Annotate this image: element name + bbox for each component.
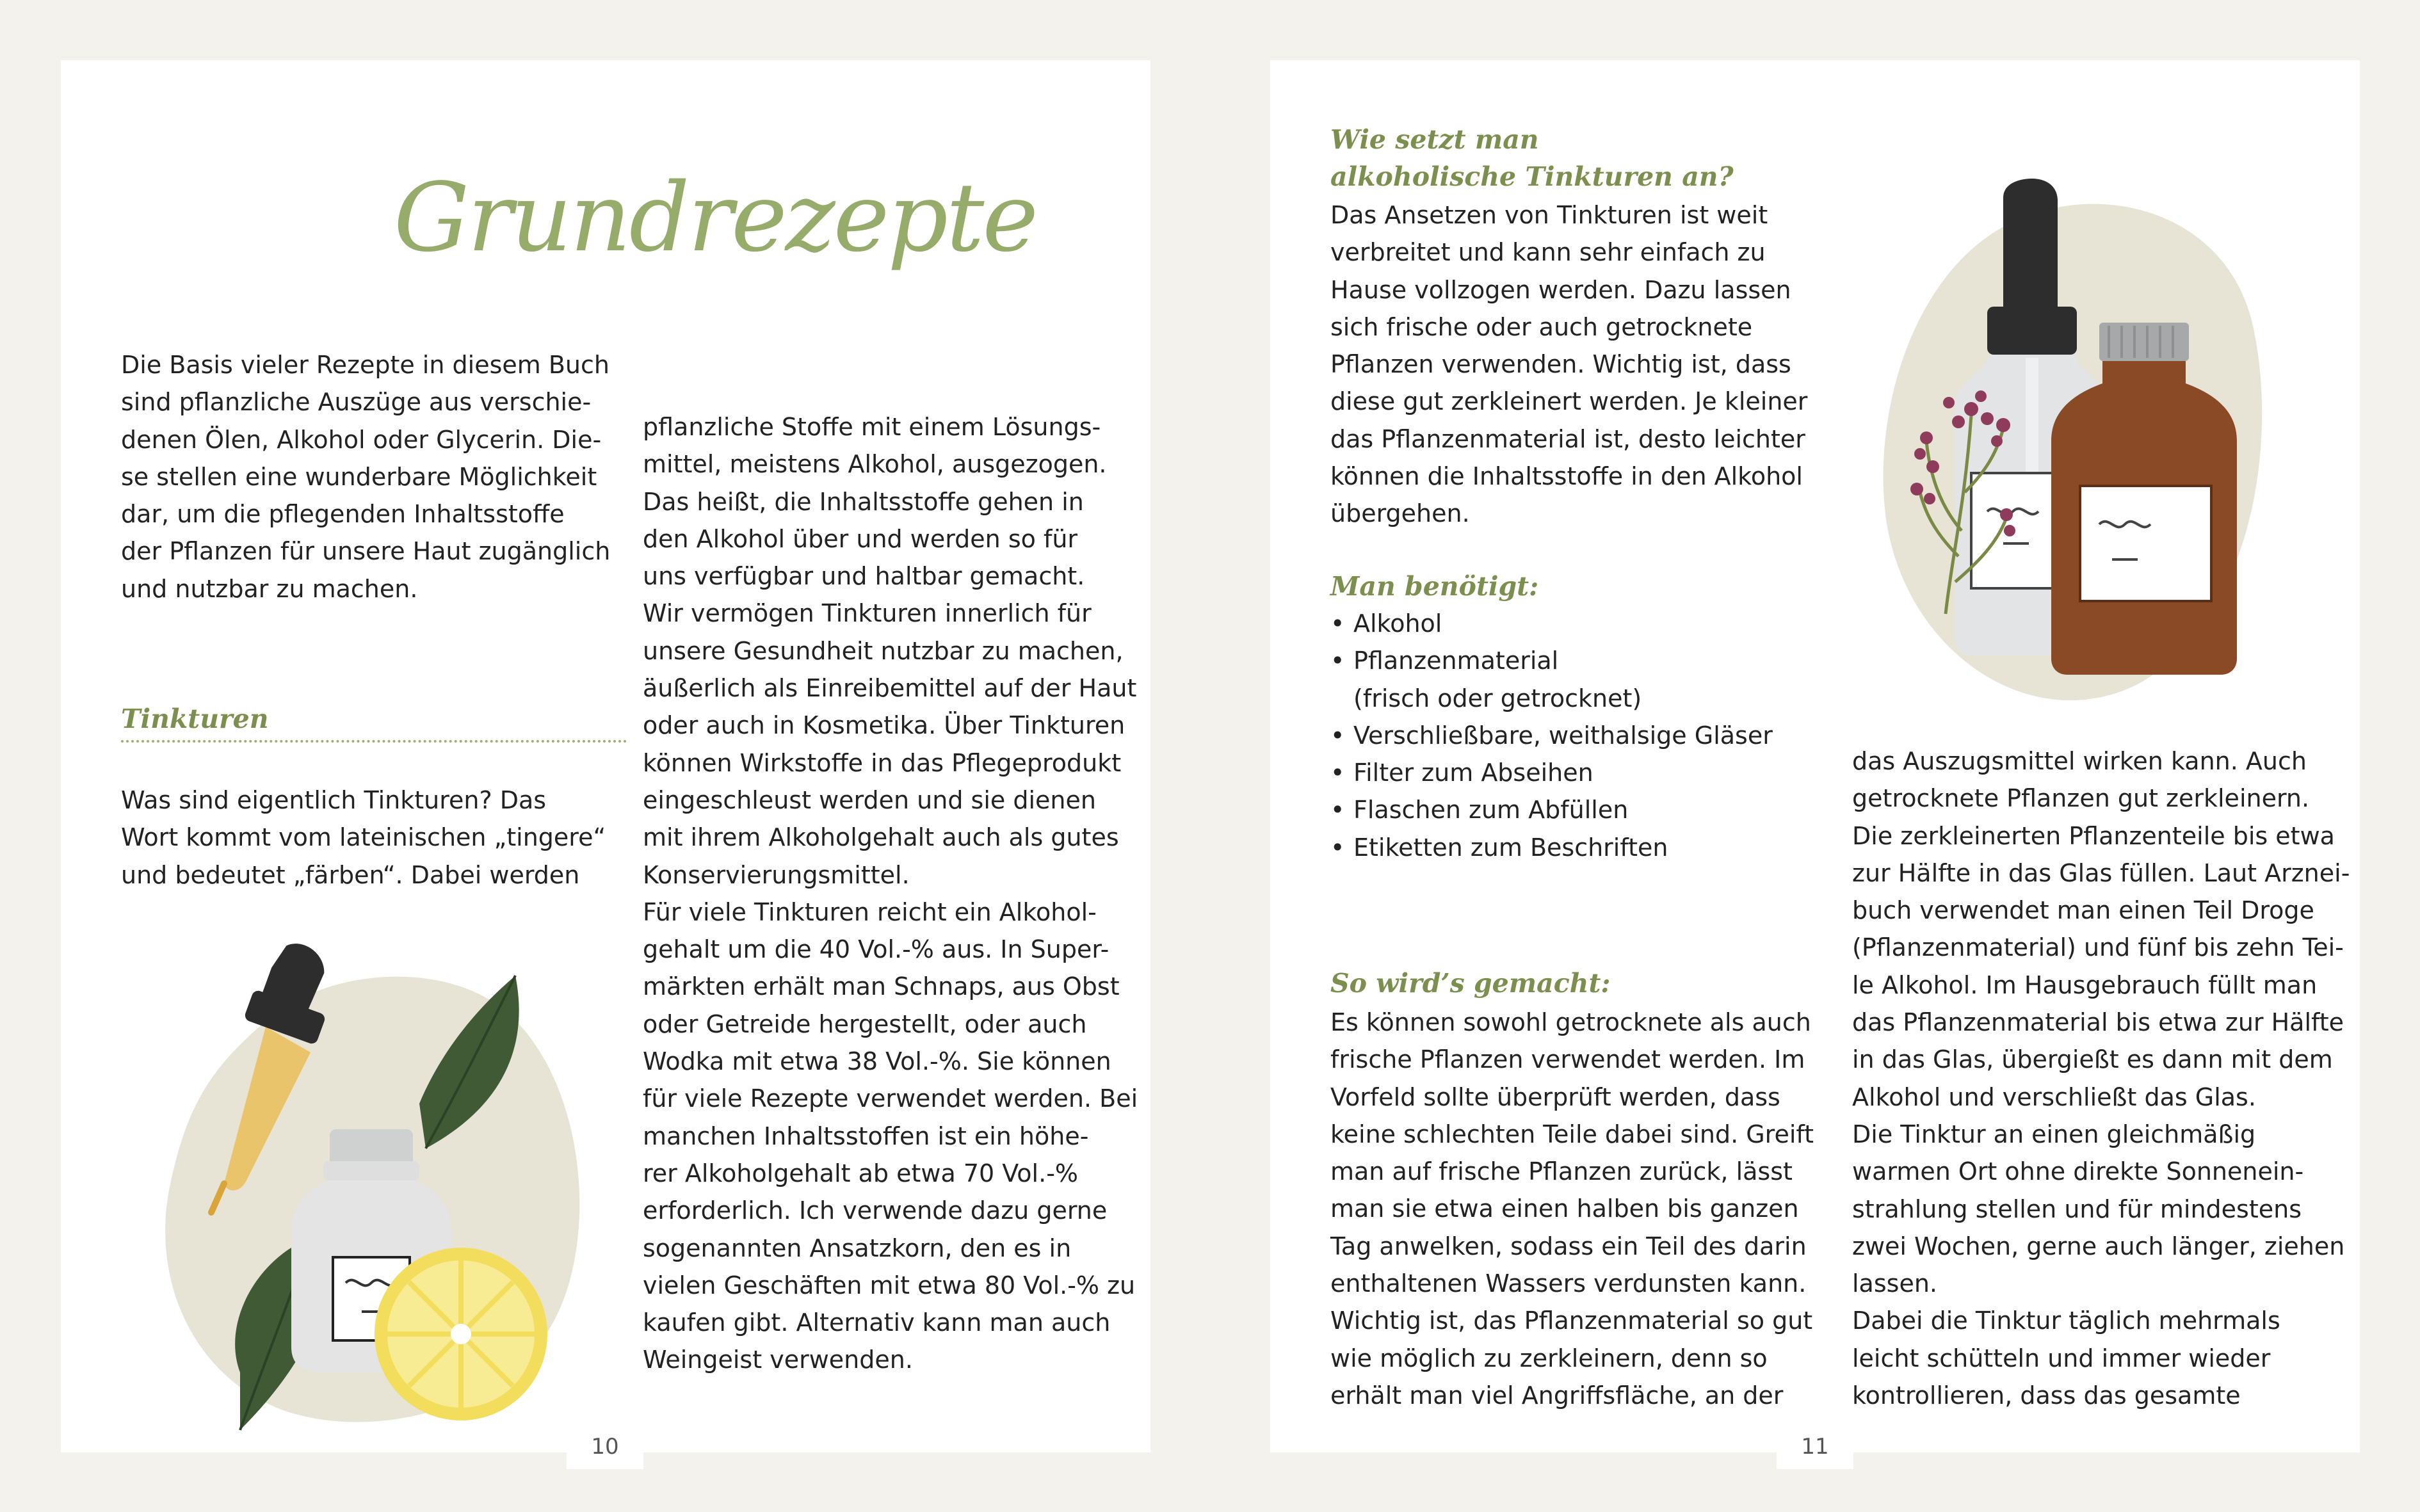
text-line: Weingeist verwenden. [643,1346,913,1374]
list-item [1330,791,1817,828]
text-line: können die Inhaltsstoffe in den Alkohol [1330,462,1803,491]
text-line: kaufen gibt. Alternativ kann man auch [643,1308,1111,1337]
text-line: vielen Geschäften mit etwa 80 Vol.-% zu [643,1271,1136,1299]
text-line: Hause vollzogen werden. Dazu lassen [1330,275,1791,304]
text-line: sogenannten Ansatzkorn, den es in [643,1234,1072,1262]
text-line: Konservierungsmittel. [643,860,910,889]
text-line: übergehen. [1330,499,1470,528]
text-line: Das Ansetzen von Tinkturen ist weit [1330,201,1768,229]
question-paragraph [1330,197,1808,533]
text-line: le Alkohol. Im Hausgebrauch füllt man [1852,970,2318,999]
text-line: können Wirkstoffe in das Pflegeprodukt [643,748,1122,777]
text-line: Die zerkleinerten Pflanzenteile bis etwa [1852,821,2335,850]
text-line: für viele Rezepte verwendet werden. Bei [643,1084,1138,1113]
text-line: sich frische oder auch getrocknete [1330,312,1753,341]
text-line: äußerlich als Einreibemittel auf der Haut [643,674,1137,703]
amber-bottle-illustration [1869,172,2266,710]
left-page [61,60,1150,1460]
right-page [1270,60,2360,1460]
text-line: das Pflanzenmaterial ist, desto leichter [1330,424,1805,453]
text-line: se stellen eine wunderbare Möglichkeit [121,462,597,491]
text-line: Die Tinktur an einen gleichmäßig [1852,1120,2256,1148]
text-line: unsere Gesundheit nutzbar zu machen, [643,636,1124,665]
text-line: Pflanzen verwenden. Wichtig ist, dass [1330,350,1791,379]
text-line: Wort kommt vom lateinischen „tingere“ [121,823,606,852]
list-item-label: Verschließbare, weithalsige Gläser [1353,721,1773,750]
text-line: Was sind eigentlich Tinkturen? Das [121,786,547,814]
text-line: und nutzbar zu machen. [121,574,418,603]
dropper-bottle-illustration [150,937,599,1443]
text-line: das Pflanzenmaterial bis etwa zur Hälfte [1852,1008,2344,1037]
text-line: denen Ölen, Alkohol oder Glycerin. Die- [121,425,602,454]
text-line: lassen. [1852,1269,1937,1298]
text-line: der Pflanzen für unsere Haut zugänglich [121,537,611,566]
list-item [1330,605,1817,642]
text-line: Wichtig ist, das Pflanzenmaterial so gut [1330,1307,1813,1335]
text-line: Tag anwelken, sodass ein Teil des darin [1330,1232,1807,1260]
text-line: wie möglich zu zerkleinern, denn so [1330,1344,1768,1372]
text-line: oder Getreide hergestellt, oder auch [643,1009,1087,1038]
text-line: eingeschleust werden und sie dienen [643,785,1096,814]
text-line: Es können sowohl getrocknete als auch [1330,1008,1811,1036]
page-title: Grundrezepte [394,163,1037,273]
list-item-label: Alkohol [1353,609,1442,638]
text-line: Wir vermögen Tinkturen innerlich für [643,599,1092,628]
text-line: frische Pflanzen verwendet werden. Im [1330,1045,1805,1074]
text-line: rer Alkoholgehalt ab etwa 70 Vol.-% [643,1159,1079,1187]
question-heading-line-1: Wie setzt man [1330,124,1539,155]
section-paragraph [121,782,606,894]
text-line: und bedeutet „färben“. Dabei werden [121,860,580,889]
text-line: (Pflanzenmaterial) und fünf bis zehn Tei- [1852,933,2344,962]
section-heading-tinkturen: Tinkturen [121,704,269,734]
list-item [1330,717,1817,754]
section-divider [121,740,627,743]
list-item-label: Etiketten zum Beschriften [1353,833,1668,862]
text-line: Wodka mit etwa 38 Vol.-%. Sie können [643,1047,1111,1076]
text-line: kontrollieren, dass das gesamte [1852,1381,2241,1410]
needs-heading: Man benötigt: [1330,571,1539,602]
text-line: den Alkohol über und werden so für [643,524,1078,553]
text-line: uns verfügbar und haltbar gemacht. [643,562,1085,591]
text-line: gehalt um die 40 Vol.-% aus. In Super- [643,935,1109,964]
text-line: pflanzliche Stoffe mit einem Lösungs- [643,413,1101,441]
text-line: zwei Wochen, gerne auch länger, ziehen [1852,1232,2345,1260]
list-item [1330,642,1817,717]
text-line: manchen Inhaltsstoffen ist ein höhe- [643,1122,1089,1150]
needs-list [1330,605,1817,866]
text-line: man auf frische Pflanzen zurück, lässt [1330,1157,1793,1186]
text-line: diese gut zerkleinert werden. Je kleiner [1330,387,1808,416]
text-line: getrocknete Pflanzen gut zerkleinern. [1852,784,2310,813]
text-line: sind pflanzliche Auszüge aus verschie- [121,388,592,417]
list-item-label: Pflanzenmaterial [1353,647,1559,675]
text-line: buch verwendet man einen Teil Droge [1852,896,2314,925]
text-line: dar, um die pflegenden Inhaltsstoffe [121,500,565,529]
list-item-label: Filter zum Abseihen [1353,759,1593,787]
text-line: enthaltenen Wassers verdunsten kann. [1330,1269,1807,1298]
question-heading [1330,121,1734,195]
list-item-sublabel: (frisch oder getrocknet) [1353,684,1642,712]
text-line: Die Basis vieler Rezepte in diesem Buch [121,351,609,379]
list-item [1330,754,1817,791]
text-line: leicht schütteln und immer wieder [1852,1344,2271,1372]
text-line: Für viele Tinkturen reicht ein Alkohol- [643,897,1097,926]
text-line: mit ihrem Alkoholgehalt auch als gutes [643,823,1119,852]
text-line: Dabei die Tinktur täglich mehrmals [1852,1307,2280,1335]
text-line: man sie etwa einen halben bis ganzen [1330,1194,1799,1223]
text-line: verbreitet und kann sehr einfach zu [1330,238,1766,267]
text-line: Vorfeld sollte überprüft werden, dass [1330,1082,1780,1111]
text-line: Das heißt, die Inhaltsstoffe gehen in [643,487,1084,516]
page-number-right: 11 [1777,1433,1853,1469]
text-line: märkten erhält man Schnaps, aus Obst [643,972,1120,1001]
text-line: das Auszugsmittel wirken kann. Auch [1852,747,2307,775]
column-two-text [643,408,1138,1379]
text-line: strahlung stellen und für mindestens [1852,1194,2302,1223]
column-two-text [1852,743,2350,1414]
text-line: mittel, meistens Alkohol, ausgezogen. [643,450,1107,479]
text-line: zur Hälfte in das Glas füllen. Laut Arznei- [1852,858,2350,887]
text-line: oder auch in Kosmetika. Über Tinkturen [643,711,1125,740]
text-line: warmen Ort ohne direkte Sonnenein- [1852,1157,2304,1186]
text-line: keine schlechten Teile dabei sind. Greift [1330,1120,1814,1148]
text-line: in das Glas, übergießt es dann mit dem [1852,1045,2333,1074]
howto-paragraph [1330,1004,1814,1414]
list-item-label: Flaschen zum Abfüllen [1353,796,1629,824]
list-item [1330,829,1817,866]
text-line: erhält man viel Angriffsfläche, an der [1330,1381,1784,1410]
question-heading-line-2: alkoholische Tinkturen an? [1330,161,1734,192]
intro-paragraph [121,346,611,607]
text-line: erforderlich. Ich verwende dazu gerne [643,1196,1108,1225]
howto-heading: So wird’s gemacht: [1330,968,1611,999]
text-line: Alkohol und verschließt das Glas. [1852,1082,2256,1111]
page-number-left: 10 [567,1433,643,1469]
